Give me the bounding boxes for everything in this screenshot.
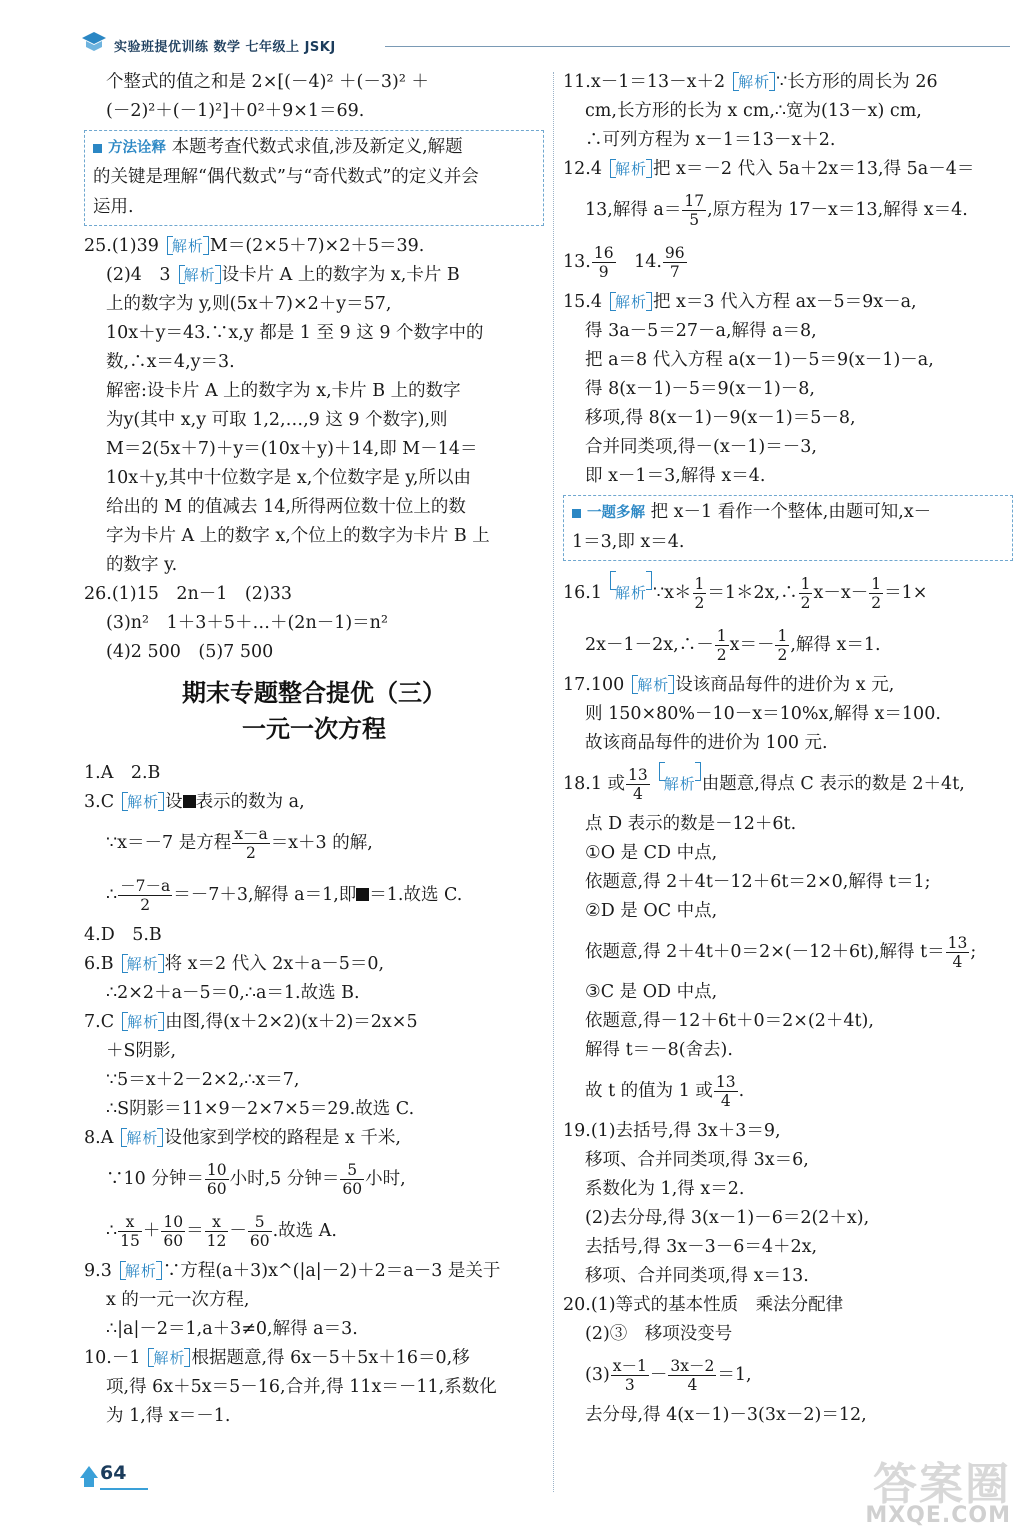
text-fragment: ＝1, xyxy=(717,1365,752,1385)
text-fragment: (3) xyxy=(585,1365,610,1385)
text-line xyxy=(84,261,544,290)
text-fragment: 设该商品每件的进价为 x 元, xyxy=(675,675,895,695)
text-line xyxy=(563,619,1013,671)
fraction xyxy=(626,766,650,803)
text-line xyxy=(572,498,1006,528)
text-fragment: 由题意,得点 C 表示的数是 2＋4t, xyxy=(701,774,965,794)
text-fragment: 方法诠释 xyxy=(108,140,166,156)
text-line: (2)去分母,得 3(x－1)－6＝2(2＋x), xyxy=(585,1208,870,1228)
text-line: x 的一元一次方程, xyxy=(106,1290,250,1310)
analysis-tag: 解析 xyxy=(181,261,219,290)
analysis-tag: 解析 xyxy=(123,1124,161,1153)
text-line: ∵5＝x＋2－2×2,∴x＝7, xyxy=(106,1070,300,1090)
column-divider xyxy=(553,72,554,1492)
text-fragment: 故 t 的值为 1 或 xyxy=(585,1081,713,1101)
analysis-tag: 解析 xyxy=(661,758,699,810)
text-fragment: 16.1 xyxy=(563,583,602,603)
text-fragment: 25.(1)39 xyxy=(84,236,159,256)
text-fragment: 16 xyxy=(593,244,614,262)
answer-25 xyxy=(84,232,544,261)
text-line xyxy=(84,869,544,921)
text-line: 把 x－1 看作一个整体,由题可知,x－ xyxy=(645,502,932,522)
text-fragment: 13 xyxy=(947,934,968,952)
text-fragment: 小时,5 分钟＝ xyxy=(229,1169,340,1189)
text-fragment: M＝(2×5＋7)×2＋5＝39. xyxy=(209,236,425,256)
text-fragment: 2 xyxy=(694,594,705,612)
watermark xyxy=(841,1448,1011,1528)
fraction xyxy=(205,1161,229,1198)
text-fragment: x＝－ xyxy=(729,635,775,655)
text-fragment: 依题意,得 2＋4t＋0＝2×(－12＋6t),解得 t＝ xyxy=(585,942,945,962)
text-fragment: 10 xyxy=(206,1161,227,1179)
text-fragment: 根据题意,得 6x－5＋5x＋16＝0,移 xyxy=(191,1348,470,1368)
answer-12 xyxy=(563,155,1013,184)
text-fragment: 14. xyxy=(616,252,662,272)
text-fragment: － xyxy=(649,1365,668,1385)
text-fragment: ∵x＝－7 是方程 xyxy=(106,833,232,853)
text-fragment: 12 xyxy=(206,1232,227,1250)
text-fragment: 3x－2 xyxy=(670,1357,715,1375)
text-line: 数,∴x＝4,y＝3. xyxy=(106,352,235,372)
answer-9 xyxy=(84,1257,544,1286)
text-fragment: 4 xyxy=(952,953,963,971)
text-fragment: 13 xyxy=(715,1073,736,1091)
text-line: 移项,得 8(x－1)－9(x－1)＝5－8, xyxy=(585,408,856,428)
text-line: 10x＋y＝43.∵x,y 都是 1 至 9 这 9 个数字中的 xyxy=(106,323,484,343)
text-fragment: x xyxy=(118,1213,142,1232)
text-fragment: ; xyxy=(970,942,977,962)
text-line: cm,长方形的长为 x cm,∴宽为(13－x) cm, xyxy=(585,101,922,121)
text-fragment: 10 xyxy=(163,1213,184,1231)
text-fragment: 5 xyxy=(689,211,700,229)
answer-11 xyxy=(563,68,1013,97)
answer-26: 26.(1)15 2n－1 (2)33 xyxy=(84,584,292,604)
text-fragment: ∴ xyxy=(106,1221,118,1241)
text-line: 依题意,得 2＋4t－12＋6t＝2×0,解得 t＝1; xyxy=(585,872,931,892)
text-line: (－2)²＋(－1)²]＋0²＋9×1＝69. xyxy=(106,101,365,121)
text-fragment: 8.A xyxy=(84,1128,114,1148)
header-title: 实验班提优训练 数学 七年级上 JSKJ xyxy=(114,40,336,55)
right-column xyxy=(563,68,1013,1430)
text-line: ∴可列方程为 x－1＝13－x＋2. xyxy=(585,130,836,150)
text-line: 去分母,得 4(x－1)－3(3x－2)＝12, xyxy=(585,1405,867,1425)
text-fragment: 1 xyxy=(694,575,705,593)
text-line: 上的数字为 y,则(5x＋7)×2＋y＝57, xyxy=(106,294,392,314)
text-fragment: ∵x＊ xyxy=(652,583,692,603)
text-line: (4)2 500 (5)7 500 xyxy=(106,642,274,662)
text-line: M＝2(5x＋7)＋y＝(10x＋y)＋14,即 M－14＝ xyxy=(106,439,478,459)
fraction xyxy=(611,1357,649,1394)
left-column xyxy=(84,68,544,1431)
fraction xyxy=(248,1213,272,1250)
text-fragment: 12.4 xyxy=(563,159,602,179)
text-fragment: 将 x＝2 代入 2x＋a－5＝0, xyxy=(164,954,385,974)
fraction xyxy=(118,1213,142,1250)
text-line: 的数字 y. xyxy=(106,555,178,575)
text-fragment: 9 xyxy=(598,263,609,281)
fraction xyxy=(799,575,813,612)
analysis-tag: 解析 xyxy=(150,1344,188,1373)
text-fragment: 15.4 xyxy=(563,292,602,312)
text-fragment: 4 xyxy=(720,1092,731,1110)
text-line: 则 150×80%－10－x＝10%x,解得 x＝100. xyxy=(585,704,941,724)
text-fragment: ∵方程(a＋3)x^(|a|－2)＋2＝a－3 是关于 xyxy=(162,1261,501,1281)
answer-17 xyxy=(563,671,1013,700)
fraction xyxy=(946,934,970,971)
analysis-tag: 解析 xyxy=(169,232,207,261)
text-fragment: 1 xyxy=(716,627,727,645)
answer-3 xyxy=(84,788,544,817)
text-fragment: 4 xyxy=(632,785,643,803)
text-fragment: 13 xyxy=(628,766,648,784)
fraction xyxy=(693,575,707,612)
text-fragment: ＝1.故选 C. xyxy=(369,885,463,905)
text-line: ∴2×2＋a－5＝0,∴a＝1.故选 B. xyxy=(106,983,360,1003)
text-line: ①O 是 CD 中点, xyxy=(585,843,718,863)
text-fragment: 1 xyxy=(871,575,882,593)
text-fragment: 15 xyxy=(120,1232,140,1250)
text-line: 得 8(x－1)－5＝9(x－1)－8, xyxy=(585,379,815,399)
answer-4-5: 4.D 5.B xyxy=(84,925,162,945)
text-line: 得 3a－5＝27－a,解得 a＝8, xyxy=(585,321,817,341)
fraction xyxy=(205,1213,229,1250)
analysis-tag: 解析 xyxy=(612,155,650,184)
text-line: 点 D 表示的数是－12＋6t. xyxy=(585,814,797,834)
text-line: 解得 t＝－8(舍去). xyxy=(585,1040,733,1060)
text-line: 即 x－1＝3,解得 x＝4. xyxy=(585,466,766,486)
text-fragment: 设 xyxy=(165,792,183,812)
fraction xyxy=(682,192,706,229)
method-note-label xyxy=(93,140,166,156)
text-fragment: 2 xyxy=(140,896,151,914)
text-fragment: ＝x＋3 的解, xyxy=(270,833,373,853)
text-fragment: 17 xyxy=(684,192,705,210)
text-fragment: 17.100 xyxy=(563,675,625,695)
text-fragment: 11.x－1＝13－x＋2 xyxy=(563,72,726,92)
fraction xyxy=(869,575,883,612)
text-line: ＋S阴影, xyxy=(106,1041,177,1061)
analysis-tag: 解析 xyxy=(124,788,162,817)
text-line: 给出的 M 的值减去 14,所得两位数十位上的数 xyxy=(106,497,466,517)
text-fragment: 4 xyxy=(687,1376,698,1394)
text-fragment: 2 xyxy=(800,594,811,612)
answer-13-14 xyxy=(563,236,1013,288)
text-line xyxy=(563,1349,1013,1401)
answer-8 xyxy=(84,1124,544,1153)
analysis-tag: 解析 xyxy=(124,950,162,979)
answer-1-2: 1.A 2.B xyxy=(84,763,161,783)
text-fragment: x－a xyxy=(234,825,268,843)
text-fragment: ,原方程为 17－x＝13,解得 x＝4. xyxy=(707,200,968,220)
text-line: 10x＋y,其中十位数字是 x,个位数字是 y,所以由 xyxy=(106,468,471,488)
text-fragment: ＝1× xyxy=(884,583,928,603)
text-fragment: 2 xyxy=(246,844,256,862)
text-fragment: 60 xyxy=(206,1180,227,1198)
text-line: 运用. xyxy=(93,197,134,217)
square-bullet-icon xyxy=(572,509,581,518)
text-fragment: 13,解得 a＝ xyxy=(585,200,682,220)
answer-20: 20.(1)等式的基本性质 乘法分配律 xyxy=(563,1295,844,1315)
text-line xyxy=(563,926,1013,978)
black-square-icon xyxy=(356,888,369,901)
method-note-box xyxy=(84,130,544,226)
text-line xyxy=(84,1153,544,1205)
text-line xyxy=(563,184,1013,236)
text-fragment: ＝ xyxy=(186,1221,204,1241)
text-line: 去括号,得 3x－3－6＝4＋2x, xyxy=(585,1237,818,1257)
text-fragment: 13. xyxy=(563,252,591,272)
square-bullet-icon xyxy=(93,144,102,153)
answer-16 xyxy=(563,567,1013,619)
text-fragment: 5 xyxy=(340,1161,364,1180)
analysis-tag: 解析 xyxy=(735,68,773,97)
text-fragment: 一题多解 xyxy=(587,505,645,521)
text-line: ③C 是 OD 中点, xyxy=(585,982,718,1002)
text-line xyxy=(84,1205,544,1257)
text-line: 项,得 6x＋5x＝5－16,合并,得 11x＝－11,系数化 xyxy=(106,1377,497,1397)
text-line: (2)③ 移项没变号 xyxy=(585,1324,733,1344)
text-fragment: ＋ xyxy=(142,1221,161,1241)
text-fragment: 2x－1－2x,∴－ xyxy=(585,635,714,655)
text-fragment: － xyxy=(229,1221,247,1241)
answer-7 xyxy=(84,1008,544,1037)
analysis-tag: 解析 xyxy=(122,1257,160,1286)
answer-18 xyxy=(563,758,1013,810)
analysis-tag: 解析 xyxy=(612,567,650,619)
text-fragment: 2 xyxy=(777,646,788,664)
text-fragment: ∵长方形的周长为 26 xyxy=(776,72,938,92)
text-fragment: 设卡片 A 上的数字为 x,卡片 B xyxy=(221,265,460,285)
page-number xyxy=(80,1462,140,1496)
text-fragment: ∵10 分钟＝ xyxy=(106,1169,204,1189)
multi-solution-box xyxy=(563,495,1013,561)
text-line: 合并同类项,得－(x－1)＝－3, xyxy=(585,437,817,457)
text-line: 本题考查代数式求值,涉及新定义,解题 xyxy=(166,137,463,157)
text-line: 依题意,得－12＋6t＋0＝2×(2＋4t), xyxy=(585,1011,874,1031)
fraction xyxy=(663,244,687,281)
text-fragment: x－x－ xyxy=(813,583,869,603)
text-line: 故该商品每件的进价为 100 元. xyxy=(585,733,828,753)
text-fragment: ＝－7＋3,解得 a＝1,即 xyxy=(173,885,357,905)
text-line: 个整式的值之和是 2×[(－4)² ＋(－3)² ＋ xyxy=(106,72,429,92)
book-logo-icon xyxy=(80,30,108,56)
text-fragment: 由图,得(x＋2×2)(x＋2)＝2x×5 xyxy=(165,1012,418,1032)
analysis-tag: 解析 xyxy=(124,1008,162,1037)
analysis-tag: 解析 xyxy=(612,288,650,317)
text-fragment: 5 xyxy=(248,1213,272,1232)
text-line xyxy=(84,817,544,869)
text-fragment: 9.3 xyxy=(84,1261,112,1281)
text-fragment: 表示的数为 a, xyxy=(195,792,305,812)
fraction xyxy=(714,1073,738,1110)
text-line: ∴S阴影＝11×9－2×7×5＝29.故选 C. xyxy=(106,1099,415,1119)
text-fragment: 设他家到学校的路程是 x 千米, xyxy=(164,1128,401,1148)
text-line xyxy=(563,1065,1013,1117)
text-fragment: x－1 xyxy=(612,1357,647,1375)
fraction xyxy=(161,1213,185,1250)
text-fragment: .故选 A. xyxy=(272,1221,337,1241)
text-fragment: 小时, xyxy=(365,1169,406,1189)
text-fragment: 96 xyxy=(664,244,685,262)
fraction xyxy=(775,627,789,664)
fraction xyxy=(232,825,269,862)
text-fragment: 60 xyxy=(342,1180,363,1198)
text-line: 为y(其中 x,y 可取 1,2,…,9 这 9 个数字),则 xyxy=(106,410,448,430)
text-fragment: －7－a xyxy=(120,877,171,895)
black-square-icon xyxy=(183,795,196,808)
text-line: 解密:设卡片 A 上的数字为 x,卡片 B 上的数字 xyxy=(106,381,461,401)
fraction xyxy=(715,627,729,664)
text-fragment: 把 x＝－2 代入 5a＋2x＝13,得 5a－4＝ xyxy=(652,159,975,179)
text-fragment: 2 xyxy=(871,594,882,612)
text-line: ∴|a|－2＝1,a＋3≠0,解得 a＝3. xyxy=(106,1319,358,1339)
text-fragment: x xyxy=(205,1213,229,1232)
page-number-text: 64 xyxy=(100,1462,127,1484)
text-fragment: 1 xyxy=(800,575,811,593)
text-line: 的关键是理解“偶代数式”与“奇代数式”的定义并会 xyxy=(93,167,479,187)
answer-19: 19.(1)去括号,得 3x＋3＝9, xyxy=(563,1121,781,1141)
header-rule xyxy=(385,46,1010,47)
text-fragment: 3.C xyxy=(84,792,115,812)
text-fragment: 6.B xyxy=(84,954,114,974)
answer-6 xyxy=(84,950,544,979)
text-line: (3)n² 1＋3＋5＋…＋(2n－1)＝n² xyxy=(106,613,388,633)
text-line: 系数化为 1,得 x＝2. xyxy=(585,1179,745,1199)
text-line xyxy=(93,133,537,163)
fraction xyxy=(118,877,172,914)
text-fragment: 10.－1 xyxy=(84,1348,141,1368)
text-line: 把 a＝8 代入方程 a(x－1)－5＝9(x－1)－a, xyxy=(585,350,934,370)
text-fragment: ∴ xyxy=(106,885,118,905)
fraction xyxy=(340,1161,364,1198)
text-fragment: 把 x＝3 代入方程 ax－5＝9x－a, xyxy=(652,292,917,312)
text-line: 移项、合并同类项,得 3x＝6, xyxy=(585,1150,809,1170)
text-fragment: 7.C xyxy=(84,1012,115,1032)
text-fragment: ＝1＊2x,∴ xyxy=(707,583,798,603)
text-fragment: 60 xyxy=(163,1232,184,1250)
analysis-tag: 解析 xyxy=(634,671,672,700)
watermark-url: MXQE.COM xyxy=(865,1503,1011,1528)
text-line: 移项、合并同类项,得 x＝13. xyxy=(585,1266,809,1286)
text-fragment: 1 xyxy=(777,627,788,645)
text-line: 1＝3,即 x＝4. xyxy=(572,532,685,552)
text-fragment: . xyxy=(738,1081,745,1101)
text-fragment: 18.1 或 xyxy=(563,774,626,794)
multi-solution-label xyxy=(572,505,645,521)
text-fragment: 3 xyxy=(624,1376,635,1394)
text-line: 字为卡片 A 上的数字 x,个位上的数字为卡片 B 上 xyxy=(106,526,490,546)
answer-10 xyxy=(84,1344,544,1373)
fraction xyxy=(668,1357,716,1394)
section-subtitle: 一元一次方程 xyxy=(242,715,386,743)
text-line: ②D 是 OC 中点, xyxy=(585,901,718,921)
section-title: 期末专题整合提优（三） xyxy=(182,679,446,707)
text-fragment: 60 xyxy=(249,1232,270,1250)
text-fragment: 7 xyxy=(669,263,680,281)
text-fragment: ,解得 x＝1. xyxy=(790,635,881,655)
fraction xyxy=(592,244,616,281)
text-fragment: 2 xyxy=(716,646,727,664)
watermark-logo: 答案圈 xyxy=(873,1459,1011,1510)
text-fragment: (2)4 3 xyxy=(106,265,171,285)
text-line: 为 1,得 x＝－1. xyxy=(106,1406,231,1426)
answer-15 xyxy=(563,288,1013,317)
page-header xyxy=(80,28,1010,60)
